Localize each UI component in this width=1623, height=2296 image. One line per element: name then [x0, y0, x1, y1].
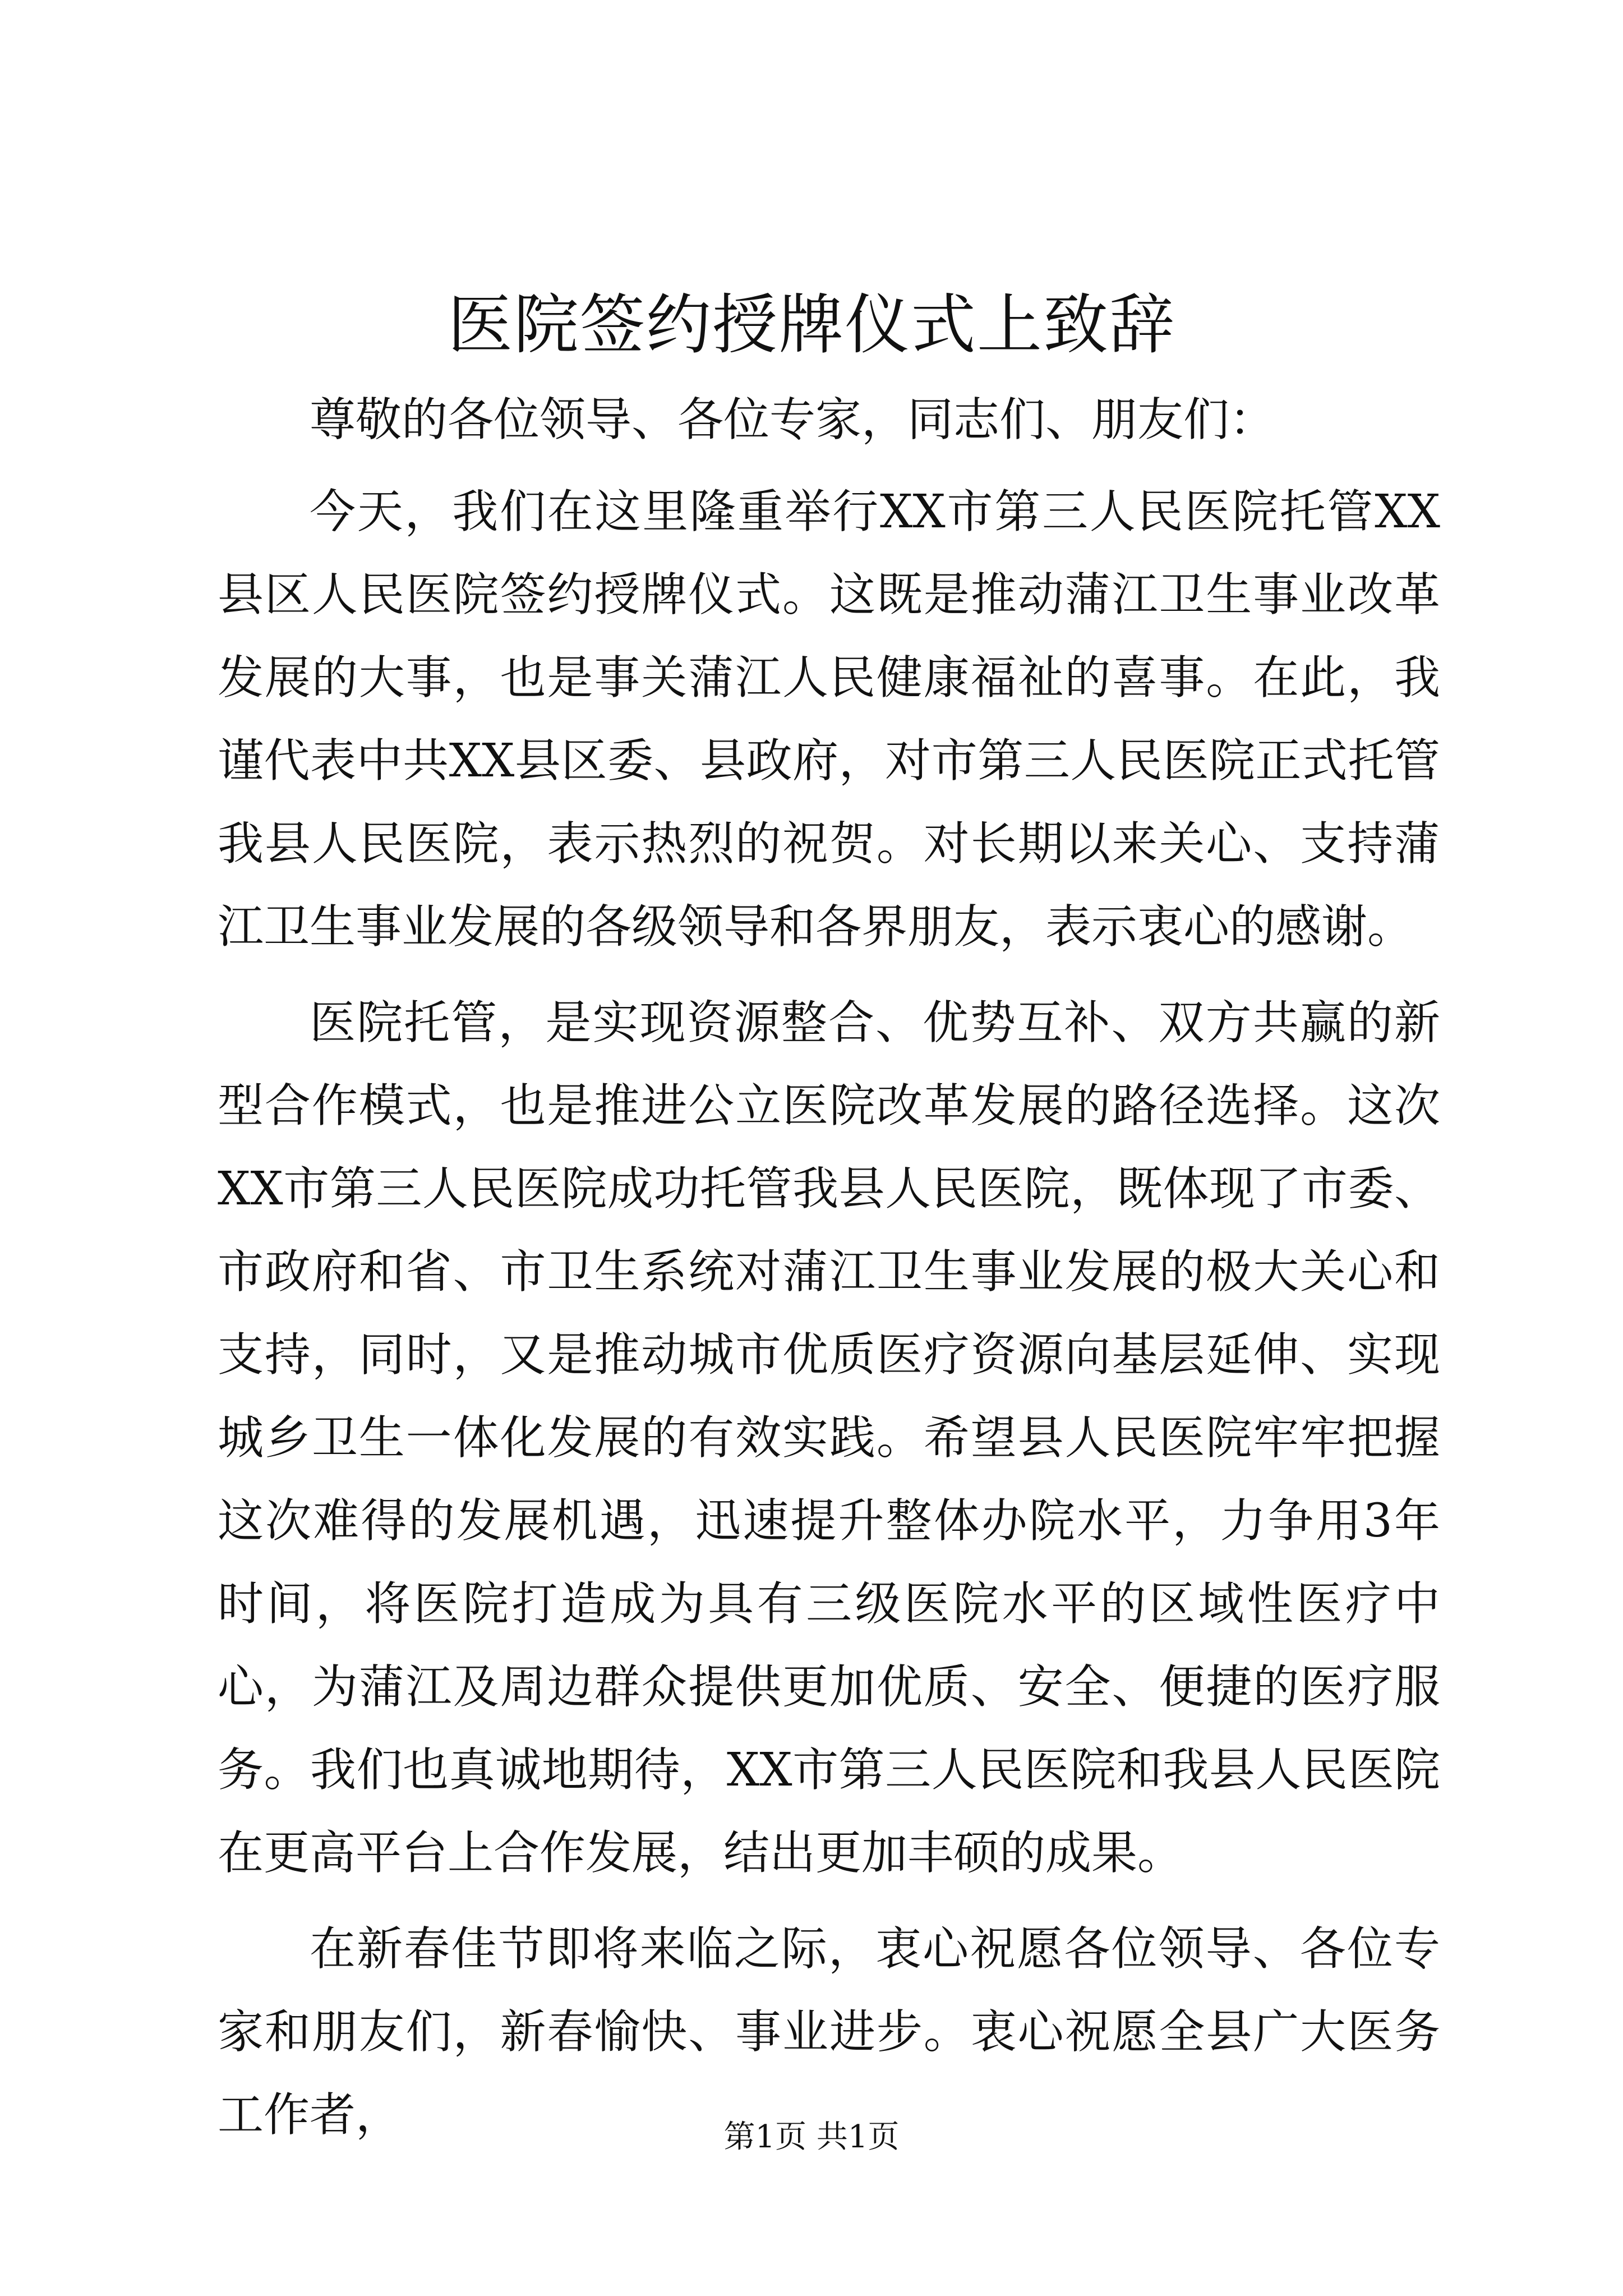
- document-title: 医院签约授牌仪式上致辞: [448, 287, 1175, 363]
- salutation-paragraph: 尊敬的各位领导、各位专家，同志们、朋友们：: [310, 393, 1276, 447]
- page-number-footer: 第1页 共1页: [723, 2119, 900, 2155]
- body-paragraph: 在新春佳节即将来临之际，衷心祝愿各位领导、各位专家和朋友们，新春愉快、事业进步。衷心祝愿全县广大医务工作者，: [218, 1922, 1440, 2142]
- document-body: [218, 379, 1440, 2170]
- body-paragraph: 医院托管，是实现资源整合、优势互补、双方共赢的新型合作模式，也是推进公立医院改革发展的路径选择。这次XX市第三人民医院成功托管我县人民医院，既体现了市委、市政府和省、市卫生系统对蒲江卫生事业发展的极大关心和支持，同时，又是推动城市优质医疗资源向基层延伸、实现城乡卫生一体化发展的有效实践。希望县人民医院牢牢把握这次难得的发展机遇，迅速提升整体办院水平，力争用3年时间，将医院打造成为具有三级医院水平的区域性医疗中心，为蒲江及周边群众提供更加优质、安全、便捷的医疗服务。我们也真诚地期待，XX市第三人民医院和我县人民医院在更高平台上合作发展，结出更加丰硕的成果。: [218, 996, 1440, 1880]
- body-paragraph: 今天，我们在这里隆重举行XX市第三人民医院托管XX县区人民医院签约授牌仪式。这既是推动蒲江卫生事业改革发展的大事，也是事关蒲江人民健康福祉的喜事。在此，我谨代表中共XX县区委、县政府，对市第三人民医院正式托管我县人民医院，表示热烈的祝贺。对长期以来关心、支持蒲江卫生事业发展的各级领导和各界朋友，表示衷心的感谢。: [218, 485, 1440, 954]
